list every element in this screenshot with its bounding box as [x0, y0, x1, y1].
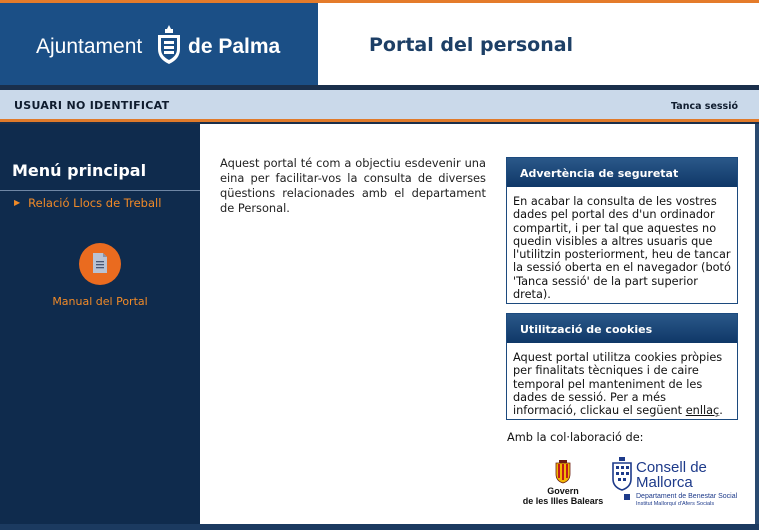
sidebar-item-llocs-treball[interactable] [14, 196, 161, 210]
sidebar-item-label: Relació Llocs de Treball [28, 196, 162, 210]
logo-panel [0, 3, 318, 85]
sidebar [0, 124, 200, 524]
govern-logo [522, 460, 604, 506]
logo-text-de-palma: de Palma [188, 35, 281, 58]
user-status-label: USUARI NO IDENTIFICAT [14, 99, 170, 112]
logo-text-ajuntament: Ajuntament [36, 35, 143, 58]
security-warning-text: En acabar la consulta de les vostres dades pel portal des d'un ordinador compartit, i per tal que aquestes no quedin visibles a altres usuaris que l'utilitzin posteriorment, heu de tancar la sessió oberta en el navegador (botó 'Tanca sessió' de la part superior dreta). [513, 195, 731, 302]
security-warning-box [506, 157, 738, 304]
collaboration-label: Amb la col·laboració de: [507, 431, 644, 444]
consell-department: Departament de Benestar Social [636, 493, 738, 500]
page-title: Portal del personal [369, 34, 574, 56]
palma-shield-icon [156, 25, 182, 65]
consell-institute: Institut Mallorquí d'Afers Socials [636, 501, 715, 507]
intro-text: Aquest portal té com a objectiu esdevenir una eina per facilitar-vos la consulta de diverses qüestions relacionades amb el departament de Personal. [220, 156, 486, 215]
govern-line2: de les Illes Balears [522, 496, 604, 506]
consell-emblem-icon [611, 457, 633, 491]
manual-link[interactable]: Manual del Portal [52, 295, 148, 308]
cookies-link[interactable]: enllaç [685, 404, 720, 418]
document-icon [92, 252, 108, 274]
consell-line1: Consell de [636, 459, 707, 476]
menu-title: Menú principal [12, 161, 147, 180]
logout-link[interactable]: Tanca sessió [671, 101, 738, 112]
consell-line2: Mallorca [636, 474, 693, 491]
govern-emblem-icon [553, 460, 573, 484]
cookies-text-main: Aquest portal utilitza cookies pròpies per finalitats tècniques i de caire temporal pel manteniment de les dades de sessió. Per a més informació, clickau el següent [513, 351, 723, 418]
menu-divider [0, 190, 200, 191]
cookies-box [506, 313, 738, 420]
security-warning-title: Advertència de seguretat [507, 158, 737, 187]
cookies-title: Utilització de cookies [507, 314, 737, 343]
arrow-right-icon: ▶ [14, 198, 21, 207]
consell-name [636, 460, 707, 490]
footer-strip [0, 524, 759, 530]
cookies-text [507, 343, 737, 423]
cookies-text-end: . [719, 404, 723, 418]
govern-line1: Govern [547, 486, 579, 496]
manual-button[interactable] [79, 243, 121, 285]
consell-square-mark [624, 494, 630, 500]
right-edge-border [755, 124, 759, 524]
